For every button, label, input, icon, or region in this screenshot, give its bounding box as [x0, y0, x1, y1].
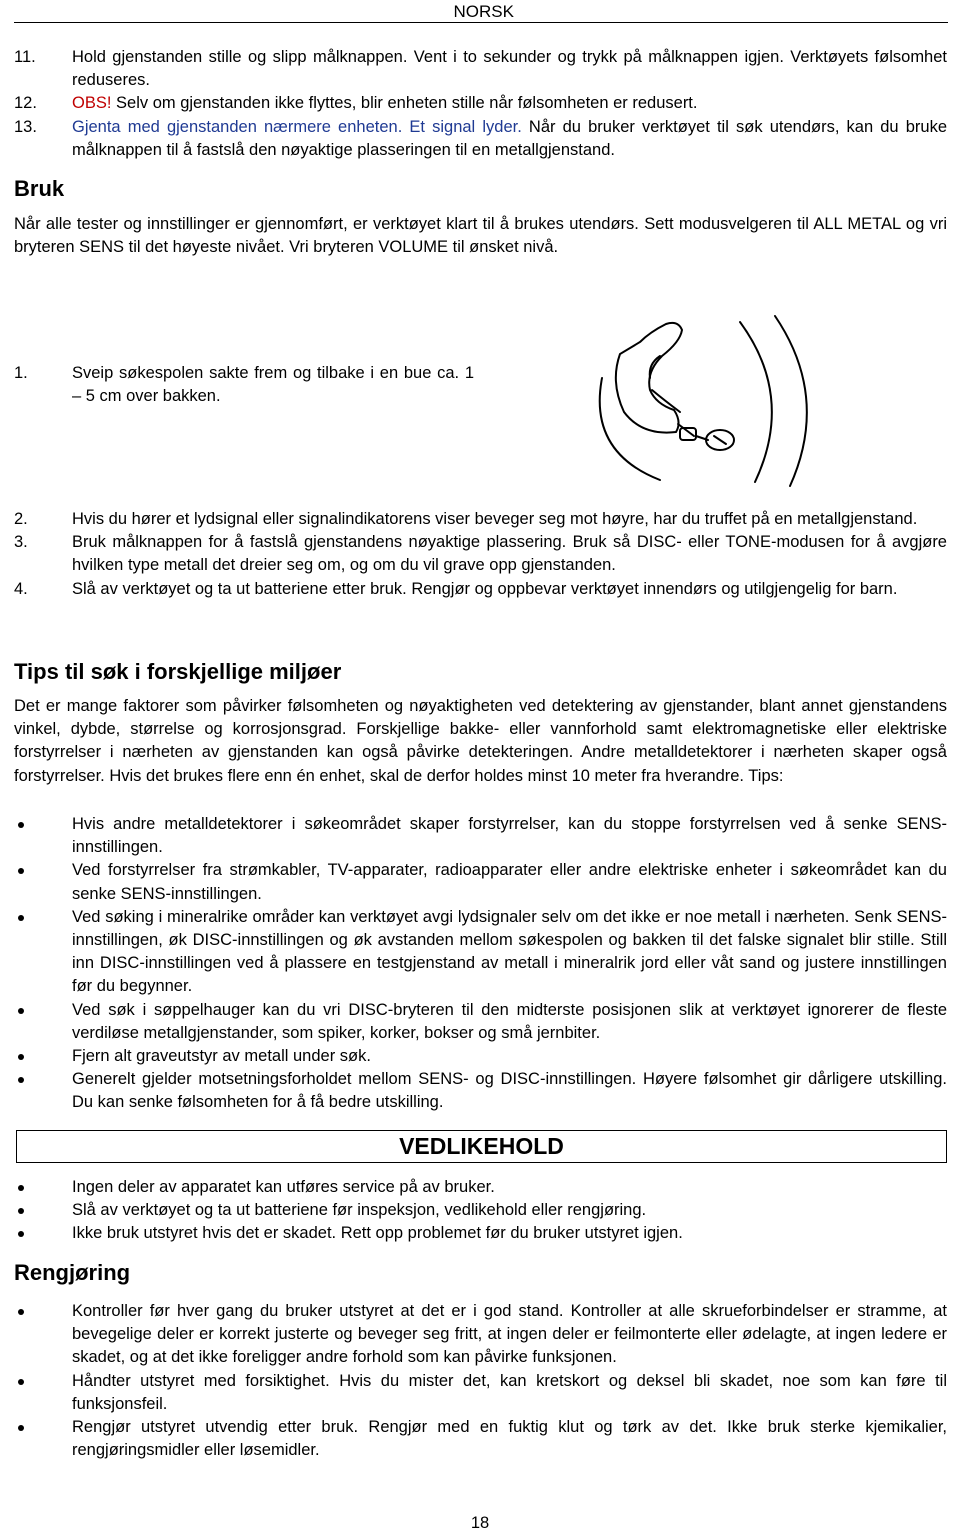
obs-label: OBS! — [72, 94, 112, 113]
rengjoring-heading: Rengjøring — [14, 1260, 131, 1285]
list-item: 3. Bruk målknappen for å fastslå gjenstandens nøyaktige plassering. Bruk så DISC- eller TONE-modusen for å avgjøre hvilken type metall det dreier seg om, og om du vil grave opp gjenstanden. — [14, 533, 947, 575]
tips-heading: Tips til søk i forskjellige miljøer — [14, 659, 342, 684]
page-header — [14, 0, 948, 23]
page-number: 18 — [470, 1514, 490, 1532]
steps-continued — [14, 46, 947, 162]
bullet-icon — [14, 1416, 72, 1462]
list-item: Generelt gjelder motsetningsforholdet mellom SENS- og DISC-innstillingen. Høyere følsomhet gir dårligere utskilling. Du kan senke følsomheten for å få bedre utskilling. — [14, 1068, 947, 1114]
list-item: Hvis andre metalldetektorer i søkeområdet skaper forstyrrelser, kan du stoppe forstyrrelsen ved å senke SENS-innstillingen. — [14, 813, 947, 859]
list-item: 4. Slå av verktøyet og ta ut batteriene etter bruk. Rengjør og oppbevar verktøyet innendørs og utilgjengelig for barn. — [14, 579, 898, 598]
bullet-icon — [14, 1199, 72, 1222]
list-item: Håndter utstyret med forsiktighet. Hvis du mister det, kan kretskort og deksel bli skadet, noe som kan føre til funksjonsfeil. — [14, 1370, 947, 1416]
bullet-icon — [14, 906, 72, 999]
list-item: Ved forstyrrelser fra strømkabler, TV-apparater, radioapparater eller andre elektriske enheter i søkeområdet kan du senke SENS-innstillingen. — [14, 859, 947, 905]
vedlikehold-heading: VEDLIKEHOLD — [16, 1130, 947, 1163]
bullet-icon — [14, 1068, 72, 1114]
list-item: Slå av verktøyet og ta ut batteriene før inspeksjon, vedlikehold eller rengjøring. — [14, 1199, 947, 1222]
step13-lead: Gjenta med gjenstanden nærmere enheten. Et signal lyder. — [72, 117, 522, 136]
bullet-icon — [14, 999, 72, 1045]
list-item: Ved søk i søppelhauger kan du vri DISC-bryteren til den midterste posisjonen slik at verktøyet ignorerer de fleste verdiløse metallgjenstander, som spiker, korker, bokser og små jernbiter. — [14, 999, 947, 1045]
list-item: Ikke bruk utstyret hvis det er skadet. Rett opp problemet før du bruker utstyret igjen. — [14, 1222, 947, 1245]
bruk-steps — [14, 508, 947, 601]
list-item: 13. Gjenta med gjenstanden nærmere enheten. Et signal lyder. Når du bruker verktøyet til søk utendørs, kan du bruke målknappen til å fastslå den nøyaktige plasseringen til en metallgjenstand. — [14, 117, 948, 159]
list-item: 11. Hold gjenstanden stille og slipp målknappen. Vent i to sekunder og trykk på målknappen igjen. Verktøyets følsomhet reduseres. — [14, 48, 947, 90]
bullet-icon — [14, 1222, 72, 1245]
tips-intro: Det er mange faktorer som påvirker følsomheten og nøyaktigheten ved detektering av gjenstander, blant annet gjenstandens vinkel, dybde, størrelse og korrosjonsgrad. Forskjellige bakke- eller vannforhold samt elektromagnetiske eller elektriske forstyrrelser i nærheten av gjenstanden kan også påvirke detekteringen. Andre metalldetektorer i nærheten skaper også forstyrrelser. Hvis det brukes flere enn én enhet, skal de derfor holdes minst 10 meter fra hverandre. Tips: — [14, 697, 947, 785]
list-item: Fjern alt graveutstyr av metall under søk. — [14, 1045, 947, 1068]
bullet-icon — [14, 813, 72, 859]
bullet-icon — [14, 859, 72, 905]
bruk-intro: Når alle tester og innstillinger er gjennomført, er verktøyet klart til å brukes utendørs. Sett modusvelgeren til ALL METAL og vri bryteren SENS til det høyeste nivået. Vri bryteren VOLUME til ønsket nivå. — [14, 215, 947, 257]
bullet-icon — [14, 1176, 72, 1199]
bullet-icon — [14, 1370, 72, 1416]
tips-list — [14, 813, 947, 1115]
bruk-step-1: 1. Sveip søkespolen sakte frem og tilbake i en bue ca. 1 – 5 cm over bakken. — [14, 364, 474, 406]
bruk-heading: Bruk — [14, 176, 65, 201]
sweep-illustration — [590, 312, 830, 490]
bullet-icon — [14, 1045, 72, 1068]
rengjoring-list — [14, 1300, 947, 1462]
header-language: NORSK — [453, 2, 514, 21]
list-item: 12. OBS! Selv om gjenstanden ikke flyttes, blir enheten stille når følsomheten er redusert. — [14, 94, 698, 113]
vedlikehold-list — [14, 1176, 947, 1246]
list-item: Kontroller før hver gang du bruker utstyret at det er i god stand. Kontroller at alle skrueforbindelser er stramme, at bevegelige deler er korrekt justerte og beveger seg fritt, at ingen deler er feilmonterte eller ødelagte, at ingen ledere er skadet, og at det ikke foreligger andre forhold som kan påvirke funksjonen. — [14, 1300, 947, 1370]
list-item: Ved søking i mineralrike områder kan verktøyet avgi lydsignaler selv om det ikke er noe metall i nærheten. Senk SENS-innstillingen, øk DISC-innstillingen og øk avstanden mellom søkespolen og bakken til det falske signalet blir stille. Still inn DISC-innstillingen ved å plassere en testgjenstand av metall i mineralrik jord eller våt sand og justere innstillingen før du begynner. — [14, 906, 947, 999]
list-item: Ingen deler av apparatet kan utføres service på av bruker. — [14, 1176, 947, 1199]
bullet-icon — [14, 1300, 72, 1370]
list-item: Rengjør utstyret utvendig etter bruk. Rengjør med en fuktig klut og tørk av det. Ikke bruk sterke kjemikalier, rengjøringsmidler eller løsemidler. — [14, 1416, 947, 1462]
list-item: 2. Hvis du hører et lydsignal eller signalindikatorens viser beveger seg mot høyre, har du truffet på en metallgjenstand. — [14, 510, 918, 528]
